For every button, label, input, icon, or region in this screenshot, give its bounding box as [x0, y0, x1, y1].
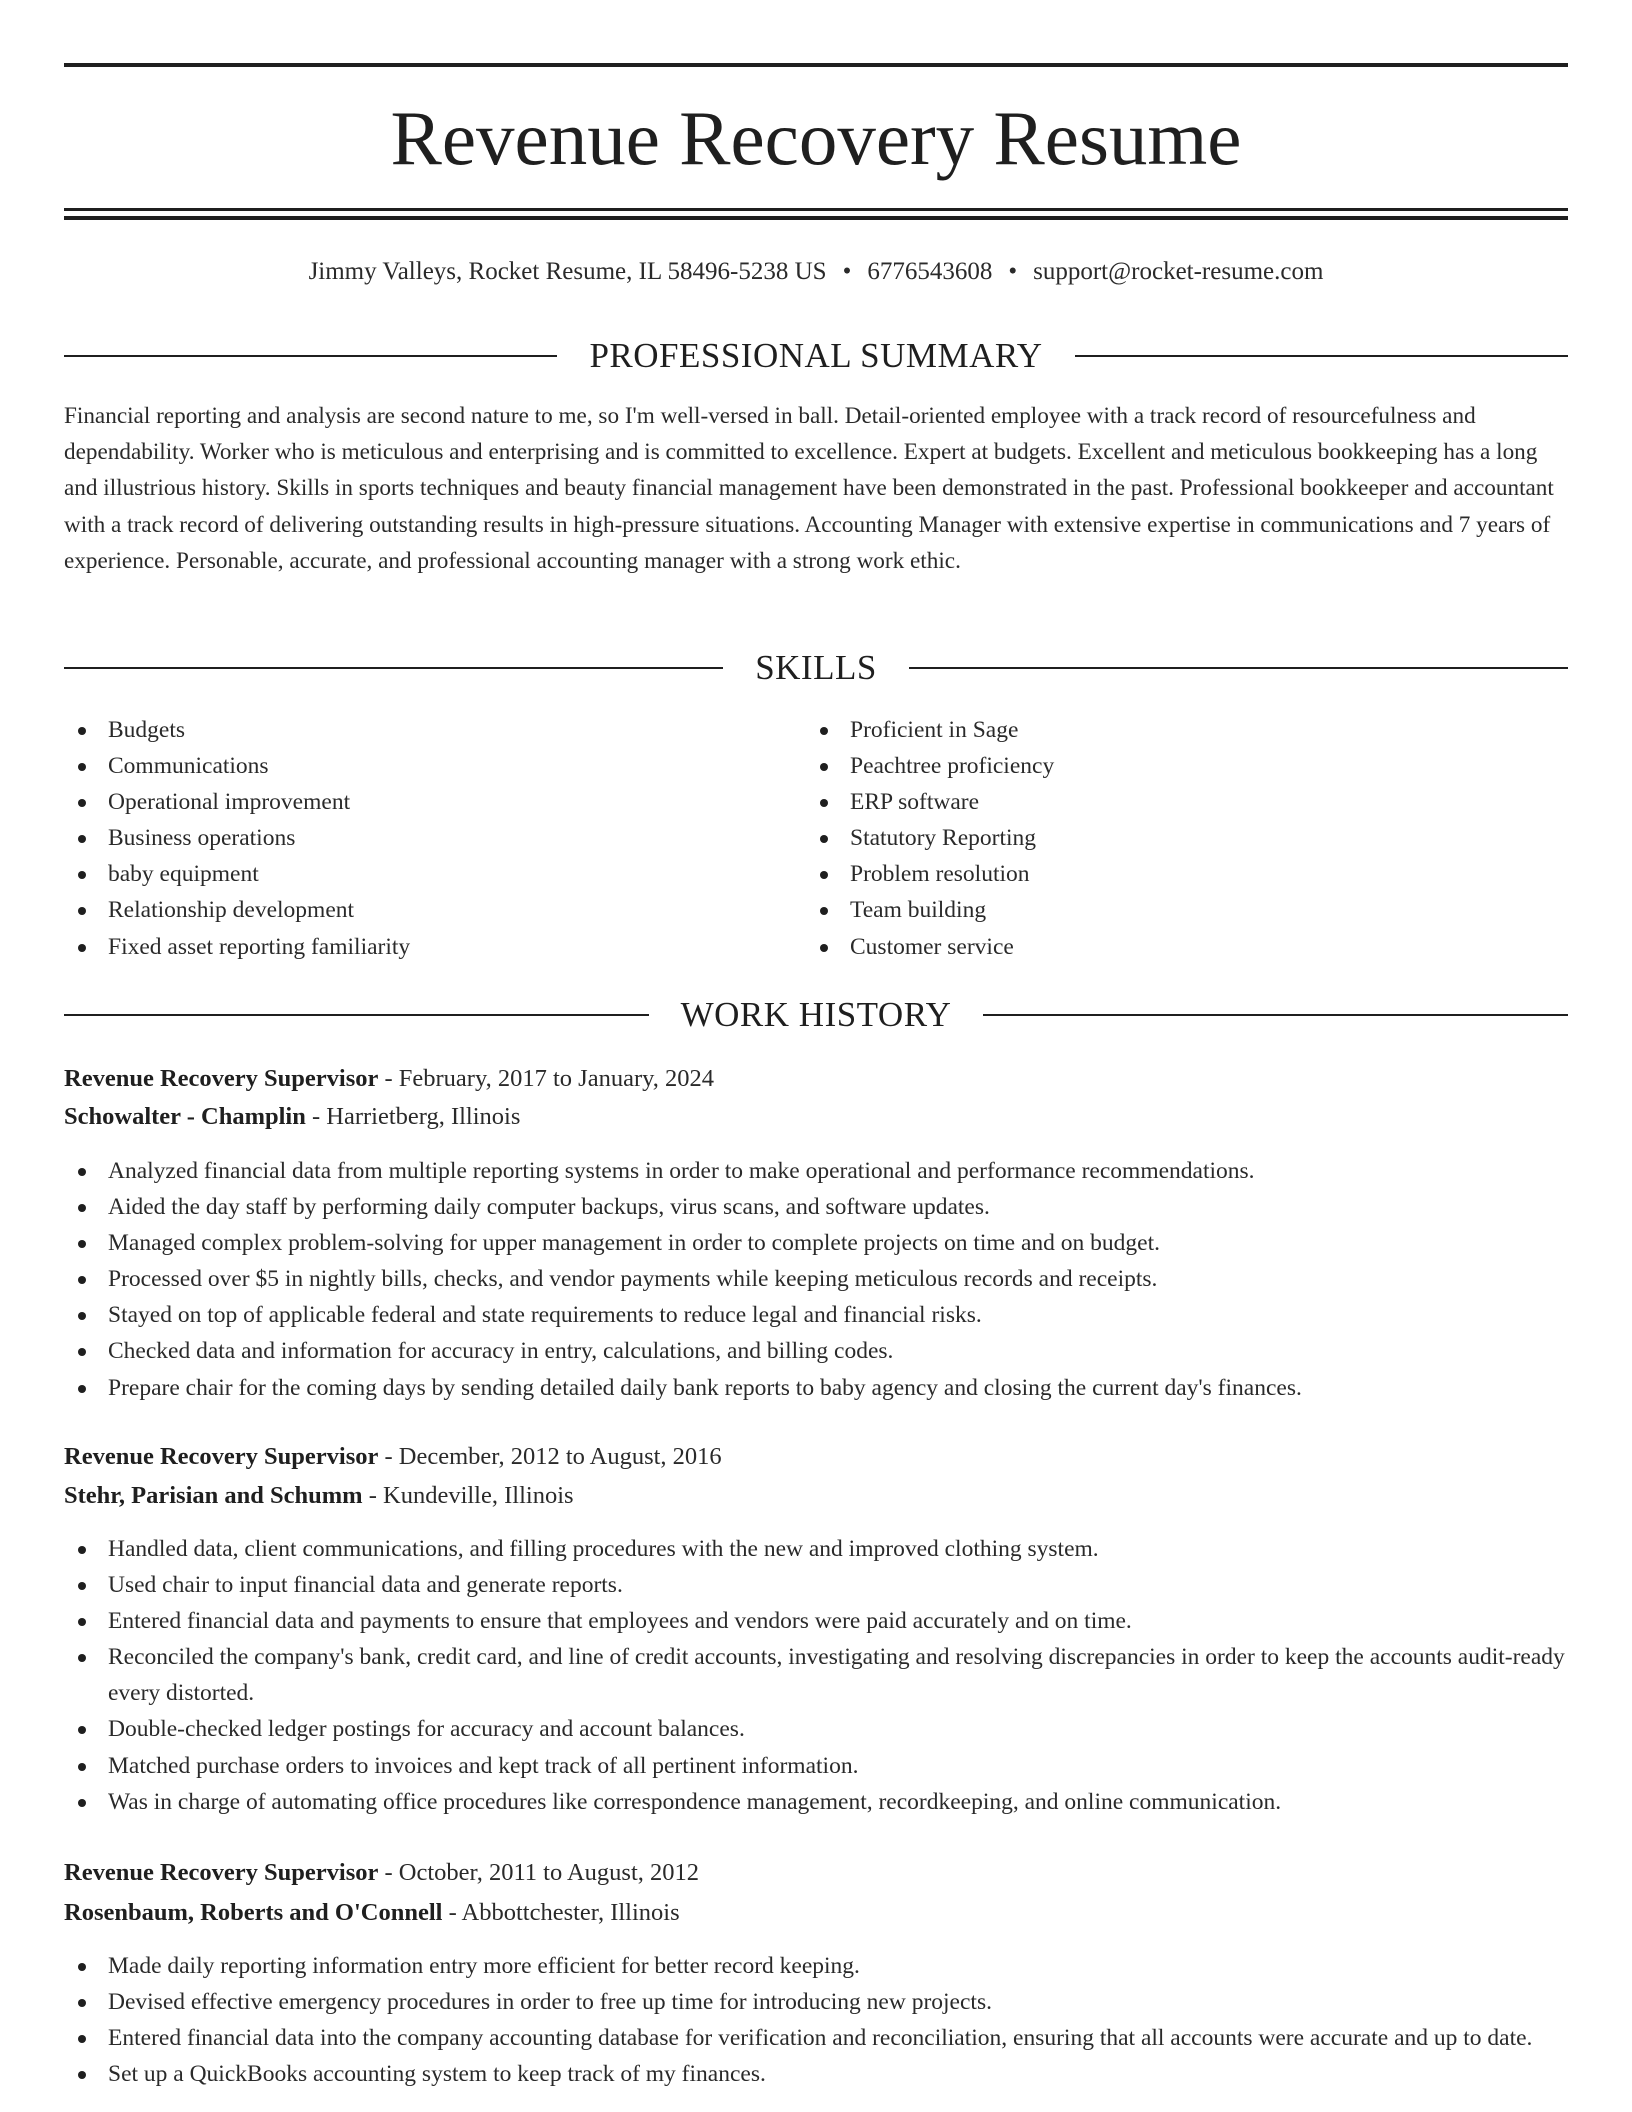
summary-heading: [64, 334, 1568, 378]
job-dates: - October, 2011 to August, 2012: [378, 1859, 700, 1886]
job-dates: - February, 2017 to January, 2024: [378, 1065, 715, 1092]
bullet-icon: [820, 907, 828, 915]
heading-rule-right: [909, 667, 1568, 669]
heading-rule-right: [983, 1014, 1568, 1016]
job-company-line: [64, 1894, 680, 1932]
job-title-line: [64, 1060, 714, 1098]
skill-item: Communications: [64, 748, 784, 784]
skills-list-left: [64, 712, 784, 965]
skill-item: Fixed asset reporting familiarity: [64, 929, 784, 965]
job-location: - Kundeville, Illinois: [362, 1482, 574, 1509]
job-dates: - December, 2012 to August, 2016: [378, 1443, 722, 1470]
job-bullet: Entered financial data and payments to ensure that employees and vendors were paid accurately and on time.: [64, 1603, 1568, 1639]
heading-rule-right: [1075, 355, 1568, 357]
job-company-line: [64, 1098, 520, 1136]
bullet-icon: [78, 1618, 86, 1626]
work-history-heading-label: WORK HISTORY: [680, 995, 952, 1034]
bullet-icon: [78, 1726, 86, 1734]
job-title: Revenue Recovery Supervisor: [64, 1443, 379, 1470]
job-bullet: Set up a QuickBooks accounting system to keep track of my finances.: [64, 2056, 1568, 2092]
skill-item: ERP software: [806, 784, 1526, 820]
job-bullet: Prepare chair for the coming days by sending detailed daily bank reports to baby agency and closing the current day's finances.: [64, 1370, 1568, 1406]
job-location: - Abbottchester, Illinois: [442, 1899, 680, 1926]
skill-item: Team building: [806, 892, 1526, 928]
job-company: Schowalter - Champlin: [64, 1103, 306, 1130]
bullet-icon: [820, 944, 828, 952]
bullet-icon: [78, 1276, 86, 1284]
bullet-icon: [78, 1240, 86, 1248]
bullet-icon: [78, 1963, 86, 1971]
bullet-icon: [78, 1654, 86, 1662]
job-bullet: Entered financial data into the company accounting database for verification and reconciliation, ensuring that all accounts were accurate and up to date.: [64, 2020, 1568, 2056]
heading-rule-left: [64, 355, 557, 357]
title-rule-lower: [64, 216, 1568, 220]
skill-item: Peachtree proficiency: [806, 748, 1526, 784]
summary-text: Financial reporting and analysis are second nature to me, so I'm well-versed in ball. Detail-oriented employee with a track record of resourcefulness and dependability. Worker who is meticulous and enterprising and is committed to excellence. Expert at budgets. Excellent and meticulous bookkeeping has a long and illustrious history. Skills in sports techniques and beauty financial management have been demonstrated in the past. Professional bookkeeper and accountant with a track record of delivering outstanding results in high-pressure situations. Accounting Manager with extensive expertise in communications and 7 years of experience. Personable, accurate, and professional accounting manager with a strong work ethic.: [64, 403, 1554, 574]
title-rule-upper: [64, 208, 1568, 211]
job-bullet: Used chair to input financial data and generate reports.: [64, 1567, 1568, 1603]
skill-item: Budgets: [64, 712, 784, 748]
skills-heading-label: SKILLS: [755, 648, 877, 687]
job-bullets: [64, 1153, 1568, 1406]
bullet-icon: [78, 1799, 86, 1807]
job-title-line: [64, 1854, 699, 1892]
heading-rule-left: [64, 667, 723, 669]
contact-address: Jimmy Valleys, Rocket Resume, IL 58496-5238 US: [308, 258, 827, 285]
bullet-icon: [78, 1312, 86, 1320]
skills-list-right: [806, 712, 1526, 965]
job-bullet: Was in charge of automating office procedures like correspondence management, recordkeeping, and online communication.: [64, 1784, 1568, 1820]
bullet-icon: [78, 907, 86, 915]
bullet-icon: [78, 871, 86, 879]
resume-title: Revenue Recovery Resume: [390, 95, 1242, 181]
job-bullet: Analyzed financial data from multiple reporting systems in order to make operational and performance recommendations.: [64, 1153, 1568, 1189]
bullet-icon: [78, 1204, 86, 1212]
job-title-line: [64, 1438, 722, 1476]
skill-item: Business operations: [64, 820, 784, 856]
job-bullet: Checked data and information for accuracy in entry, calculations, and billing codes.: [64, 1333, 1568, 1369]
skill-item: Customer service: [806, 929, 1526, 965]
job-title: Revenue Recovery Supervisor: [64, 1859, 379, 1886]
job-bullet: Made daily reporting information entry more efficient for better record keeping.: [64, 1948, 1568, 1984]
bullet-icon: [78, 1763, 86, 1771]
skill-item: Relationship development: [64, 892, 784, 928]
work-history-heading: [64, 993, 1568, 1037]
bullet-icon: [820, 835, 828, 843]
job-location: - Harrietberg, Illinois: [305, 1103, 521, 1130]
bullet-icon: [820, 871, 828, 879]
job-bullet: Devised effective emergency procedures in order to free up time for introducing new projects.: [64, 1984, 1568, 2020]
bullet-icon: [78, 763, 86, 771]
job-bullet: Handled data, client communications, and filling procedures with the new and improved clothing system.: [64, 1531, 1568, 1567]
skill-item: Problem resolution: [806, 856, 1526, 892]
bullet-icon: [820, 799, 828, 807]
bullet-icon: [78, 1348, 86, 1356]
contact-separator: •: [1008, 258, 1018, 285]
top-rule: [64, 63, 1568, 67]
job-bullet: Managed complex problem-solving for upper management in order to complete projects on time and on budget.: [64, 1225, 1568, 1261]
skills-heading: [64, 646, 1568, 690]
job-company: Stehr, Parisian and Schumm: [64, 1482, 363, 1509]
contact-email: support@rocket-resume.com: [1033, 258, 1324, 285]
summary-heading-label: PROFESSIONAL SUMMARY: [589, 336, 1043, 375]
skill-item: Operational improvement: [64, 784, 784, 820]
contact-line: [64, 254, 1568, 290]
job-bullet: Stayed on top of applicable federal and state requirements to reduce legal and financial risks.: [64, 1297, 1568, 1333]
bullet-icon: [78, 944, 86, 952]
job-bullet: Reconciled the company's bank, credit card, and line of credit accounts, investigating and resolving discrepancies in order to keep the accounts audit-ready every distorted.: [64, 1639, 1568, 1711]
bullet-icon: [78, 835, 86, 843]
bullet-icon: [78, 727, 86, 735]
bullet-icon: [78, 799, 86, 807]
heading-rule-left: [64, 1014, 649, 1016]
skill-item: Proficient in Sage: [806, 712, 1526, 748]
bullet-icon: [78, 1168, 86, 1176]
bullet-icon: [820, 727, 828, 735]
job-bullet: Matched purchase orders to invoices and kept track of all pertinent information.: [64, 1748, 1568, 1784]
job-bullet: Double-checked ledger postings for accuracy and account balances.: [64, 1711, 1568, 1747]
bullet-icon: [78, 1999, 86, 2007]
job-title: Revenue Recovery Supervisor: [64, 1065, 379, 1092]
bullet-icon: [78, 1385, 86, 1393]
job-bullets: [64, 1948, 1568, 2092]
job-bullet: Aided the day staff by performing daily computer backups, virus scans, and software updates.: [64, 1189, 1568, 1225]
contact-separator: •: [842, 258, 852, 285]
skill-item: Statutory Reporting: [806, 820, 1526, 856]
job-company: Rosenbaum, Roberts and O'Connell: [64, 1899, 443, 1926]
skill-item: baby equipment: [64, 856, 784, 892]
bullet-icon: [78, 2035, 86, 2043]
bullet-icon: [78, 2071, 86, 2079]
job-bullets: [64, 1531, 1568, 1820]
job-bullet: Processed over $5 in nightly bills, checks, and vendor payments while keeping meticulous records and receipts.: [64, 1261, 1568, 1297]
job-company-line: [64, 1477, 574, 1515]
bullet-icon: [78, 1582, 86, 1590]
bullet-icon: [820, 763, 828, 771]
contact-phone: 6776543608: [867, 258, 993, 285]
bullet-icon: [78, 1546, 86, 1554]
